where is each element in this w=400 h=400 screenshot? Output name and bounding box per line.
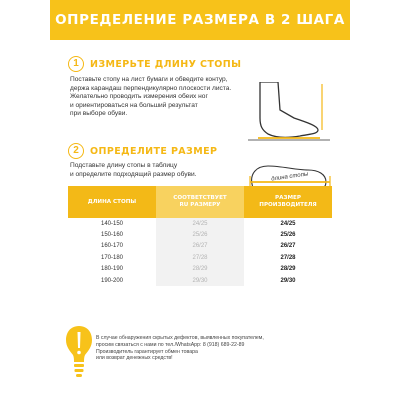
page-title: ОПРЕДЕЛЕНИЕ РАЗМЕРА В 2 ШАГА — [55, 12, 345, 28]
header-maker-size: РАЗМЕР ПРОИЗВОДИТЕЛЯ — [244, 186, 332, 218]
step1-line: и ориентироваться на больший результат — [70, 101, 198, 109]
header-foot-length: ДЛИНА СТОПЫ — [68, 186, 156, 218]
warning-line: В случае обнаружения скрытых дефектов, выявленных покупателем, — [96, 335, 264, 341]
step2-heading — [68, 143, 217, 159]
cell-foot-length: 170-180 — [100, 254, 124, 261]
cell-ru-size: 26/27 — [156, 241, 244, 252]
bulb-base — [75, 369, 84, 372]
step1-line: Поставьте стопу на лист бумаги и обведите контур, — [70, 76, 228, 83]
step2-instructions — [70, 162, 197, 179]
exclamation-dot — [77, 351, 81, 355]
bulb-base — [76, 374, 82, 377]
leg-outline — [260, 82, 318, 137]
table-header — [68, 186, 332, 218]
warning-line: или возврат денежных средств! — [96, 355, 173, 362]
header-banner — [50, 0, 350, 40]
step1-line: держа карандаш перпендикулярно плоскости листа. — [70, 84, 232, 92]
cell-maker-size: 28/29 — [280, 266, 296, 273]
light-bulb-icon — [64, 324, 94, 382]
table-row — [68, 218, 332, 229]
size-table — [68, 186, 332, 286]
warning-text — [96, 335, 264, 362]
cell-ru-size: 29/30 — [156, 275, 244, 286]
cell-foot-length: 180-190 — [100, 266, 124, 273]
table-row — [68, 241, 332, 252]
step2-line: Подставьте длину стопы в таблицу — [70, 162, 178, 169]
table-row — [68, 264, 332, 275]
cell-ru-size: 24/25 — [156, 218, 244, 229]
cell-ru-size: 28/29 — [156, 264, 244, 275]
table-row — [68, 252, 332, 263]
cell-foot-length: 150-160 — [100, 232, 124, 239]
cell-foot-length: 160-170 — [100, 243, 124, 250]
table-row — [68, 229, 332, 240]
bulb-base — [74, 364, 84, 367]
step1-heading — [68, 56, 241, 72]
table-row — [68, 275, 332, 286]
foot-length-label: длина стопы — [270, 171, 309, 183]
warning-line: Производитель гарантирует обмен товара — [96, 348, 198, 355]
cell-maker-size: 27/28 — [280, 254, 296, 261]
foot-measure-icon — [246, 82, 338, 202]
warning-line: просим связаться с нами по тел./WhatsApp: 8 (918) 689-22-89 — [96, 341, 245, 348]
header-ru-size: СООТВЕТСТВУЕТ RU РАЗМЕРУ — [156, 186, 244, 218]
step1-number: 1 — [68, 56, 84, 72]
step2-number: 2 — [68, 143, 84, 159]
step1-title: ИЗМЕРЬТЕ ДЛИНУ СТОПЫ — [90, 58, 242, 70]
exclamation-mark — [78, 332, 81, 348]
step1-line: при выборе обуви. — [70, 110, 128, 118]
cell-ru-size: 25/26 — [156, 229, 244, 240]
step2-title: ОПРЕДЕЛИТЕ РАЗМЕР — [90, 145, 218, 157]
step1-instructions — [70, 76, 231, 119]
cell-maker-size: 29/30 — [280, 277, 296, 284]
step1-line: Желательно проводить измерения обеих ног — [70, 93, 208, 101]
cell-maker-size: 24/25 — [280, 220, 296, 227]
cell-ru-size: 27/28 — [156, 252, 244, 263]
cell-maker-size: 25/26 — [280, 232, 296, 239]
cell-maker-size: 26/27 — [280, 243, 296, 250]
step2-line: и определите подходящий размер обуви. — [70, 170, 197, 178]
cell-foot-length: 140-150 — [100, 220, 124, 227]
cell-foot-length: 190-200 — [100, 277, 124, 284]
